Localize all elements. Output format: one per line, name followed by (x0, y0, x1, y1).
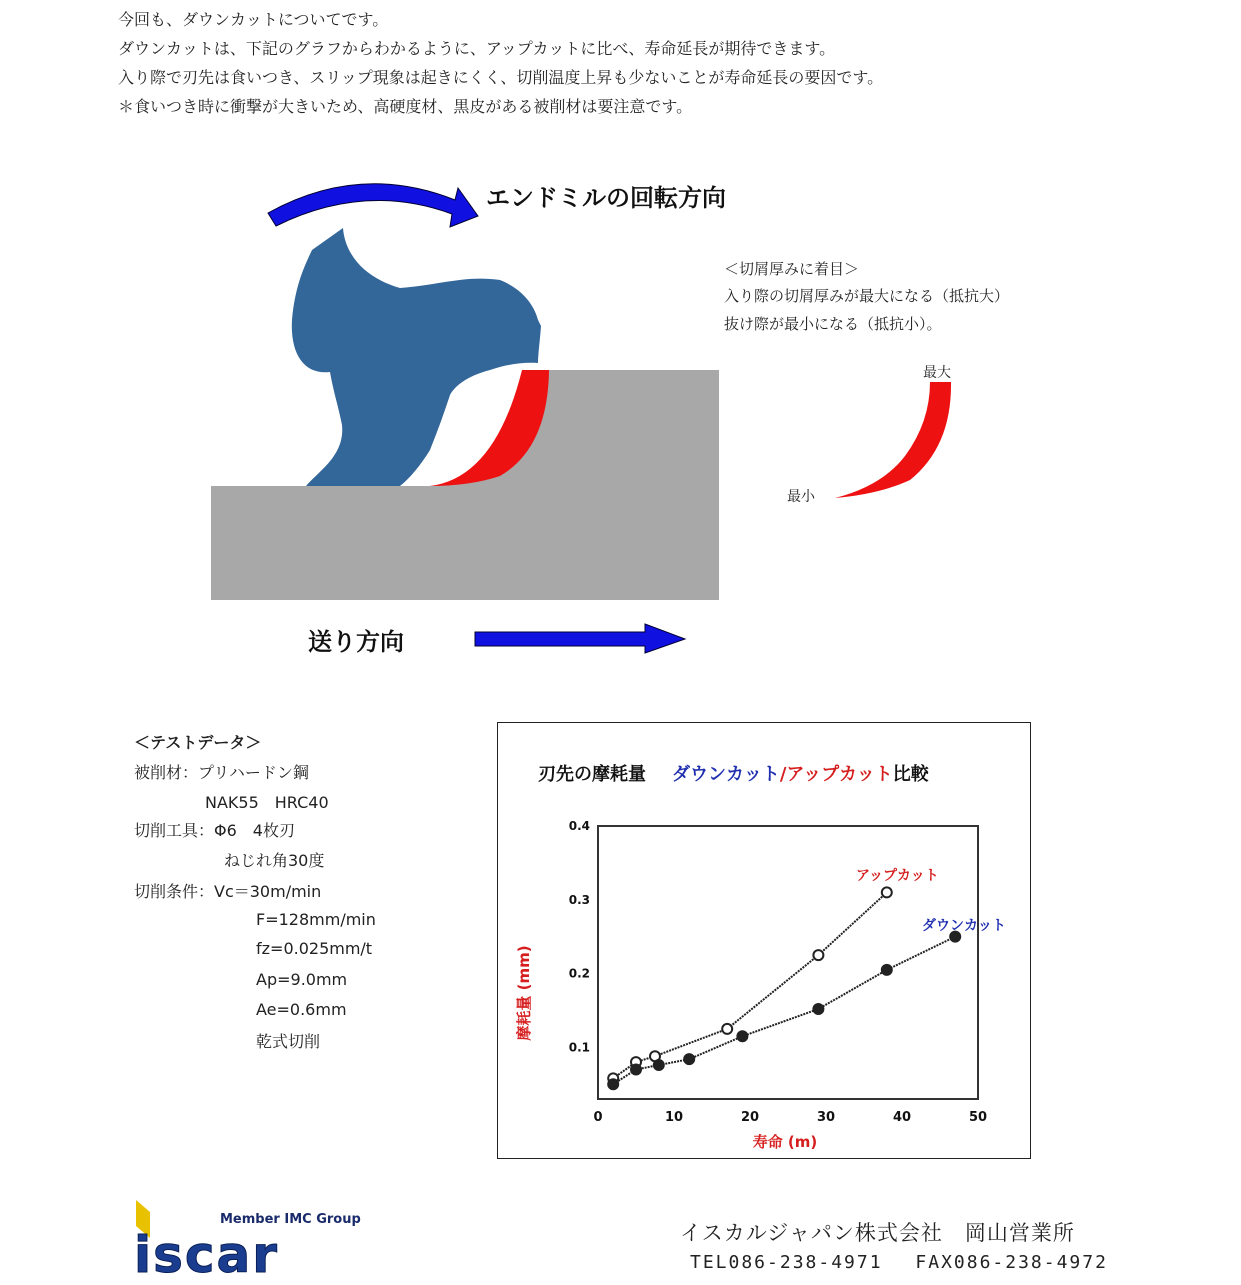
feed-arrow-icon (475, 624, 685, 653)
data-point-upcut (722, 1024, 732, 1034)
feed-value: F=128mm/min (256, 910, 376, 929)
x-tick-label: 30 (816, 1110, 836, 1125)
intro-line-2: ダウンカットは、下記のグラフからわかるように、アップカットに比べ、寿命延長が期待できます。 (118, 39, 836, 58)
data-point-downcut (813, 1004, 823, 1014)
chart-title-sep: / (779, 764, 787, 785)
intro-line-3: 入り際で刃先は食いつき、スリップ現象は起きにくく、切削温度上昇も少ないことが寿命延長の要因です。 (118, 68, 884, 87)
ae-value: Ae=0.6mm (256, 1000, 347, 1019)
chart-title-up: アップカット (786, 764, 893, 785)
chart-title-part1: 刃先の摩耗量 (538, 764, 646, 785)
tool-helix: ねじれ角30度 (224, 851, 325, 870)
legend-downcut: ダウンカット (922, 918, 1006, 934)
tool-label: 切削工具：Φ6 4枚刃 (134, 821, 295, 840)
data-point-upcut (882, 887, 892, 897)
min-label: 最小 (787, 489, 815, 505)
ap-value: Ap=9.0mm (256, 970, 348, 989)
x-tick-label: 10 (664, 1110, 684, 1125)
x-tick-label: 40 (892, 1110, 912, 1125)
logo-tagline: Member IMC Group (220, 1212, 361, 1227)
chart-title-down: ダウンカット (672, 764, 780, 785)
y-axis-label: 摩耗量 (mm) (515, 945, 533, 1041)
data-point-downcut (631, 1064, 641, 1074)
chip-thickness-diagram (780, 360, 980, 510)
dry-cutting: 乾式切削 (256, 1032, 321, 1051)
x-tick-label: 50 (968, 1110, 988, 1125)
workpiece (211, 370, 719, 600)
test-data-heading: ＜テストデータ＞ (134, 733, 262, 752)
data-point-downcut (684, 1054, 694, 1064)
intro-line-1: 今回も、ダウンカットについてです。 (118, 10, 389, 29)
x-tick-label: 20 (740, 1110, 760, 1125)
iscar-logo (130, 1190, 380, 1280)
logo-wordmark: iscar (134, 1226, 279, 1280)
series-line-downcut (613, 937, 955, 1085)
data-point-downcut (654, 1060, 664, 1070)
svg-text:刃先の摩耗量ダウンカット/アップカット比較 (538, 763, 930, 785)
note-line-2: 抜け際が最小になる（抵抗小）。 (724, 315, 942, 333)
conditions-label: 切削条件：Vc＝30m/min (134, 882, 322, 901)
legend-upcut: アップカット (856, 868, 939, 884)
y-tick-label: 0.3 (568, 892, 590, 907)
data-point-downcut (608, 1079, 618, 1089)
contact-numbers: TEL086-238-4971 FAX086-238-4972 (690, 1252, 1108, 1273)
y-tick-label: 0.1 (568, 1040, 590, 1055)
chip-thickness-shape (835, 382, 951, 498)
data-point-downcut (882, 965, 892, 975)
wear-chart-frame (497, 722, 1031, 1159)
material-grade: NAK55 HRC40 (205, 793, 329, 812)
fz-value: fz=0.025mm/t (256, 939, 373, 958)
data-point-downcut (737, 1031, 747, 1041)
rotation-arrow-icon (268, 184, 478, 227)
feed-label: 送り方向 (308, 628, 404, 656)
x-tick-label: 0 (593, 1110, 603, 1125)
note-line-1: 入り際の切屑厚みが最大になる（抵抗大） (724, 287, 1010, 305)
x-axis-label: 寿命 (m) (752, 1133, 818, 1151)
y-tick-label: 0.2 (568, 966, 590, 981)
chart-title-compare: 比較 (892, 764, 929, 785)
y-tick-label: 0.4 (568, 819, 590, 833)
intro-line-4: ＊食いつき時に衝撃が大きいため、高硬度材、黒皮がある被削材は要注意です。 (118, 97, 693, 116)
company-name: イスカルジャパン株式会社 岡山営業所 (680, 1221, 1075, 1245)
rotation-label: エンドミルの回転方向 (486, 184, 726, 212)
wear-chart (498, 723, 1030, 1158)
note-title: ＜切屑厚みに着目＞ (724, 260, 860, 278)
data-point-upcut (813, 950, 823, 960)
material-label: 被削材：プリハードン鋼 (134, 763, 309, 782)
cutting-diagram (0, 160, 760, 670)
max-label: 最大 (923, 365, 951, 381)
